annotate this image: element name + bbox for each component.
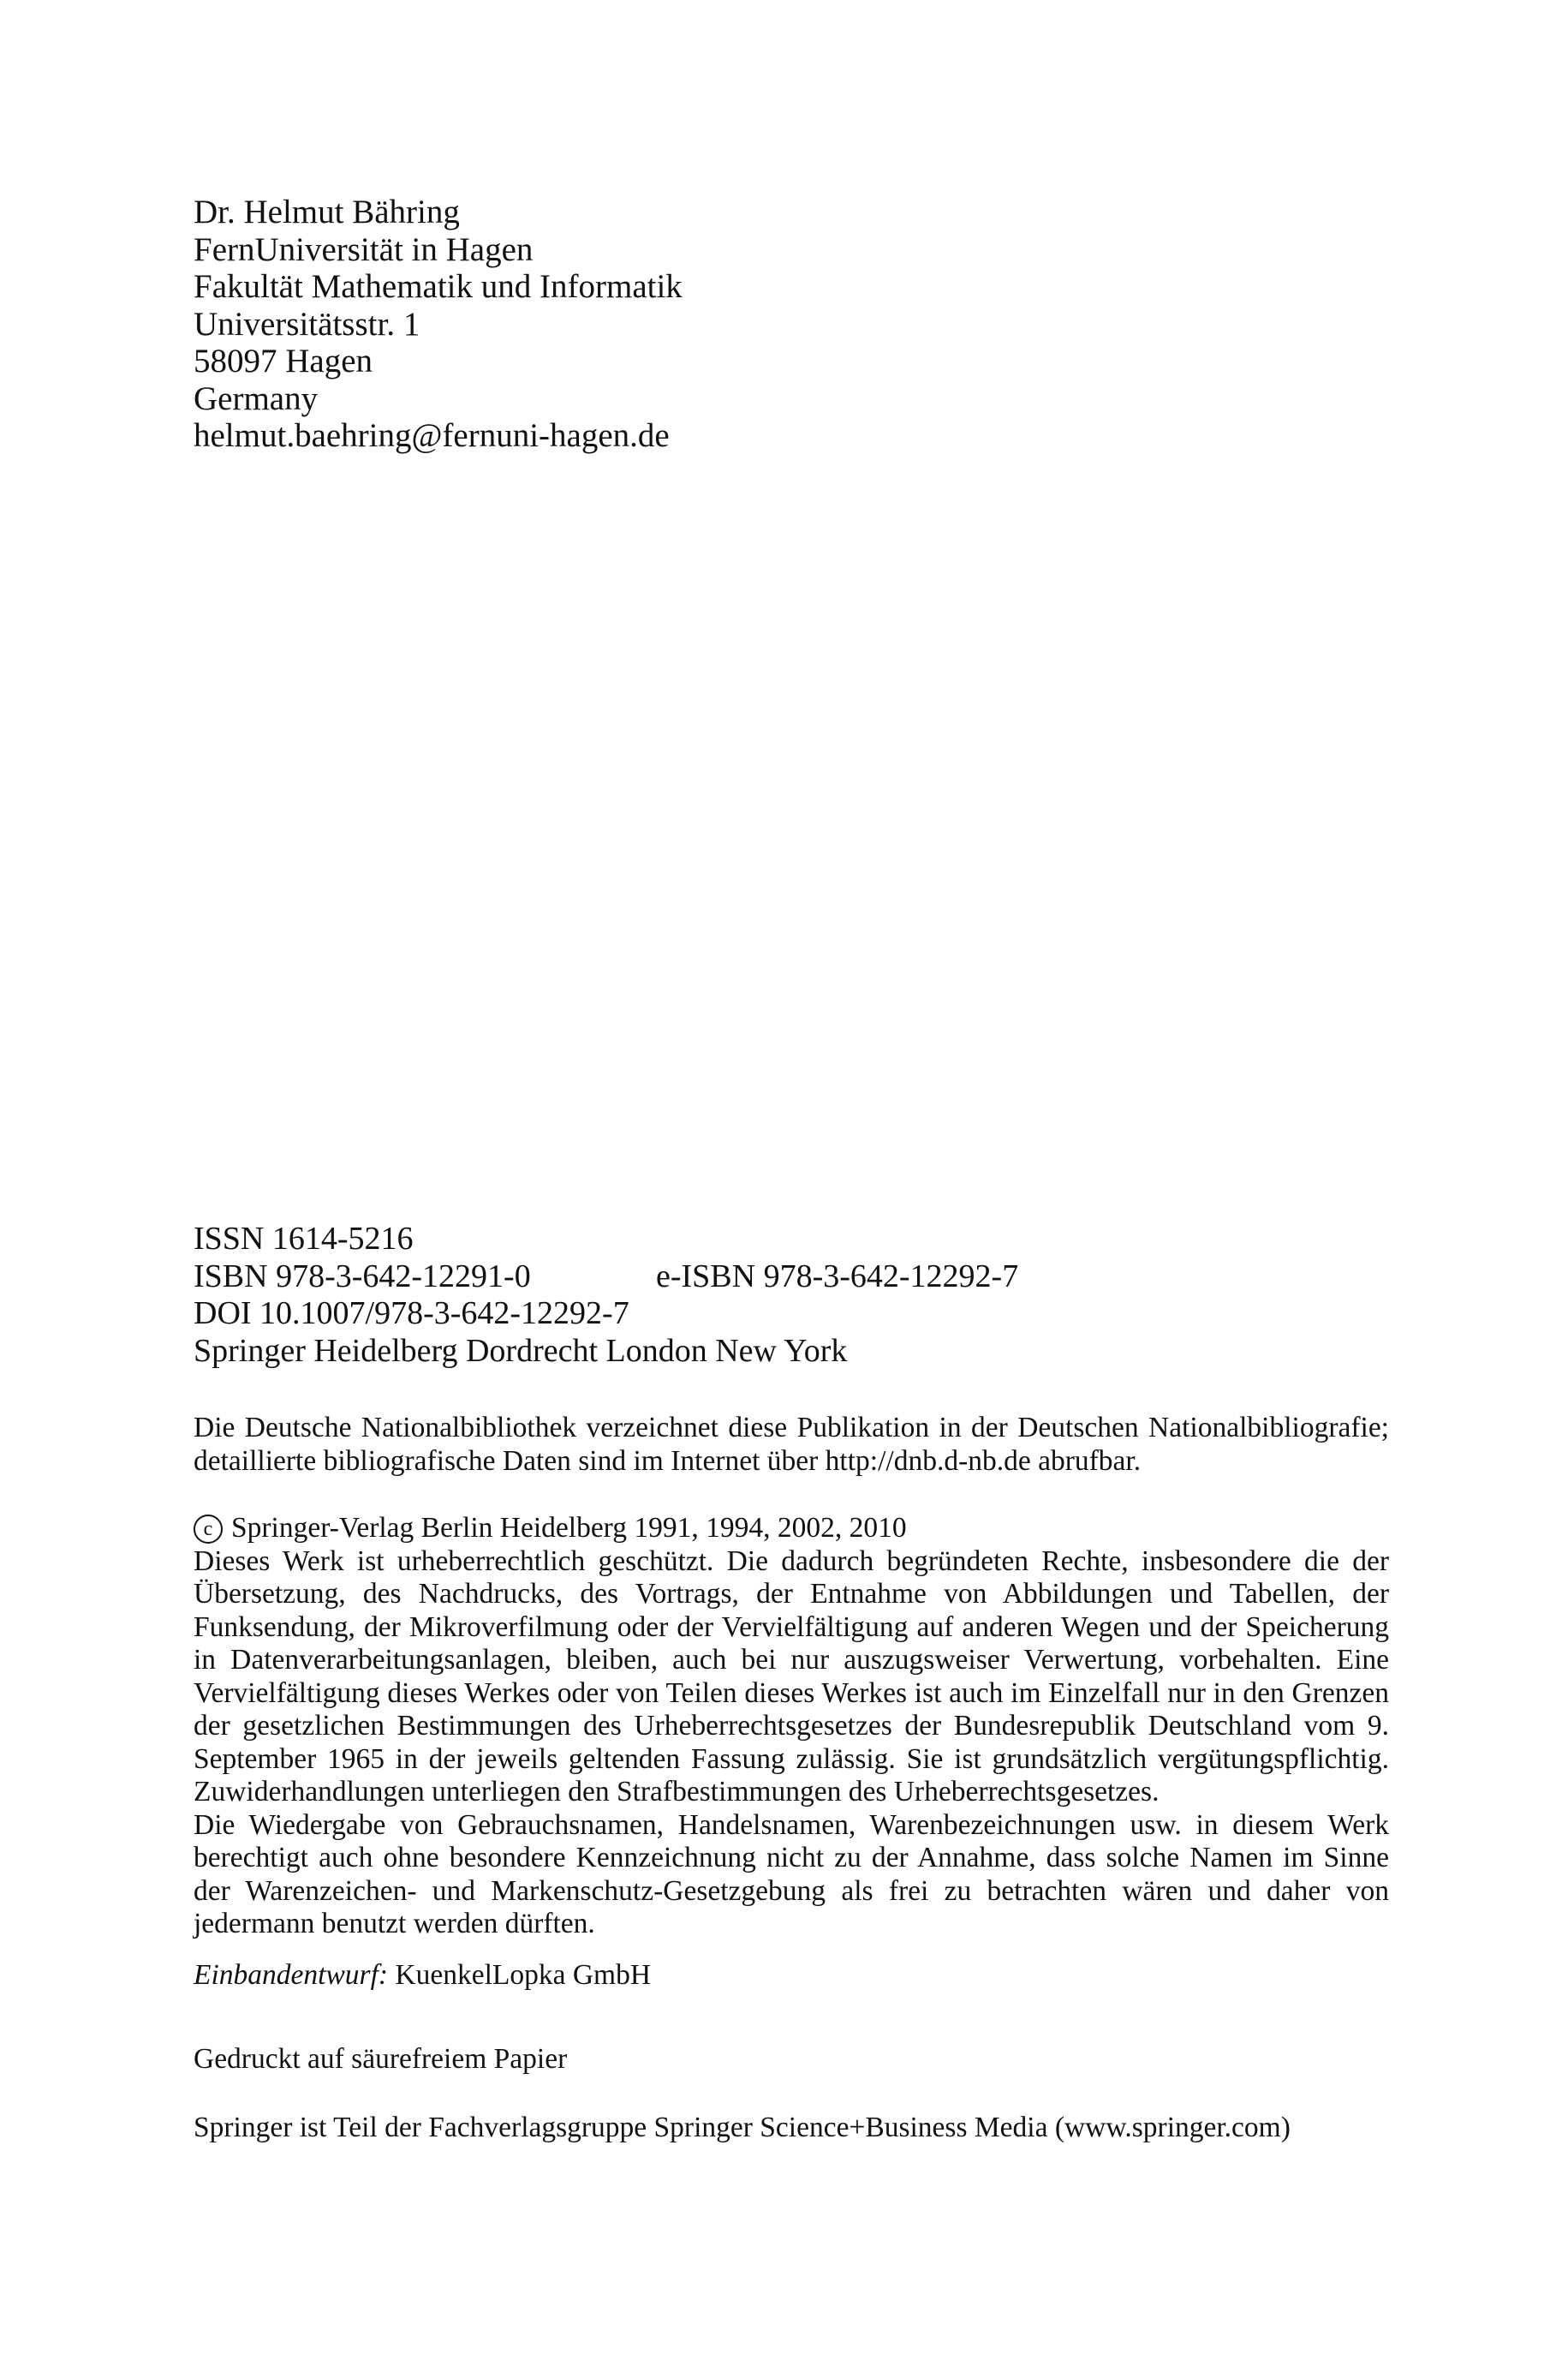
nationalbibliothek-text: Die Deutsche Nationalbibliothek verzeichnet diese Publikation in der Deutschen Nationalbibliografie; detaillierte bibliografische Daten sind im Internet über http://dnb.d-nb.de abrufbar.: [194, 1412, 1389, 1477]
publication-identifiers: [194, 1221, 1019, 1370]
isbn: ISBN 978-3-642-12291-0: [194, 1258, 531, 1294]
cover-design-label: Einbandentwurf:: [194, 1959, 389, 1991]
copyright-line: [194, 1512, 1389, 1545]
copyright-text: Springer-Verlag Berlin Heidelberg 1991, 1994, 2002, 2010: [231, 1512, 907, 1544]
issn: ISSN 1614-5216: [194, 1221, 414, 1257]
publisher-cities: Springer Heidelberg Dordrecht London New York: [194, 1332, 848, 1369]
author-name: Dr. Helmut Bähring: [194, 194, 460, 230]
author-institution: FernUniversität in Hagen: [194, 230, 534, 268]
author-street: Universitätsstr. 1: [194, 305, 420, 343]
copyright-block: [194, 1512, 1389, 1941]
author-address-block: [194, 194, 683, 455]
author-faculty: Fakultät Mathematik und Informatik: [194, 268, 683, 305]
springer-note: Springer ist Teil der Fachverlagsgruppe Springer Science+Business Media (www.springer.com): [194, 2112, 1291, 2143]
nationalbibliothek-notice: [194, 1412, 1389, 1478]
rights-text: Dieses Werk ist urheberrechtlich geschützt. Die dadurch begründeten Rechte, insbesondere die der Übersetzung, des Nachdrucks, des Vortrags, der Entnahme von Abbildungen und Tabellen, der Funksendung, der Mikroverfilmung oder der Vervielfältigung auf anderen Wegen und der Speicherung in Datenverarbeitungsanlagen, bleiben, auch bei nur auszugsweiser Verwertung, vorbehalten. Eine Vervielfältigung dieses Werkes oder von Teilen dieses Werkes ist auch im Einzelfall nur in den Grenzen der gesetzlichen Bestimmungen des Urheberrechtsgesetzes der Bundesrepublik Deutschland vom 9. September 1965 in der jeweils geltenden Fassung zulässig. Sie ist grundsätzlich vergütungspflichtig. Zuwiderhandlungen unterliegen den Strafbestimmungen des Urheberrechtsgesetzes.: [194, 1545, 1389, 1807]
author-city: 58097 Hagen: [194, 343, 373, 379]
trademark-text: Die Wiedergabe von Gebrauchsnamen, Handelsnamen, Warenbezeichnungen usw. in diesem Werk berechtigt auch ohne besondere Kennzeichnung nicht zu der Annahme, dass solche Namen im Sinne der Warenzeichen- und Markenschutz-Gesetzgebung als frei zu betrachten wären und daher von jedermann benutzt werden dürften.: [194, 1808, 1389, 1939]
doi: DOI 10.1007/978-3-642-12292-7: [194, 1295, 629, 1331]
isbn-row: [194, 1258, 1019, 1296]
cover-design: [194, 1959, 1389, 1993]
author-country: Germany: [194, 379, 319, 417]
e-isbn: e-ISBN 978-3-642-12292-7: [656, 1258, 1019, 1294]
cover-design-value: KuenkelLopka GmbH: [395, 1959, 652, 1991]
paper-note: Gedruckt auf säurefreiem Papier: [194, 2043, 568, 2075]
copyright-symbol: c: [194, 1515, 223, 1544]
author-email: helmut.baehring@fernuni-hagen.de: [194, 417, 670, 454]
